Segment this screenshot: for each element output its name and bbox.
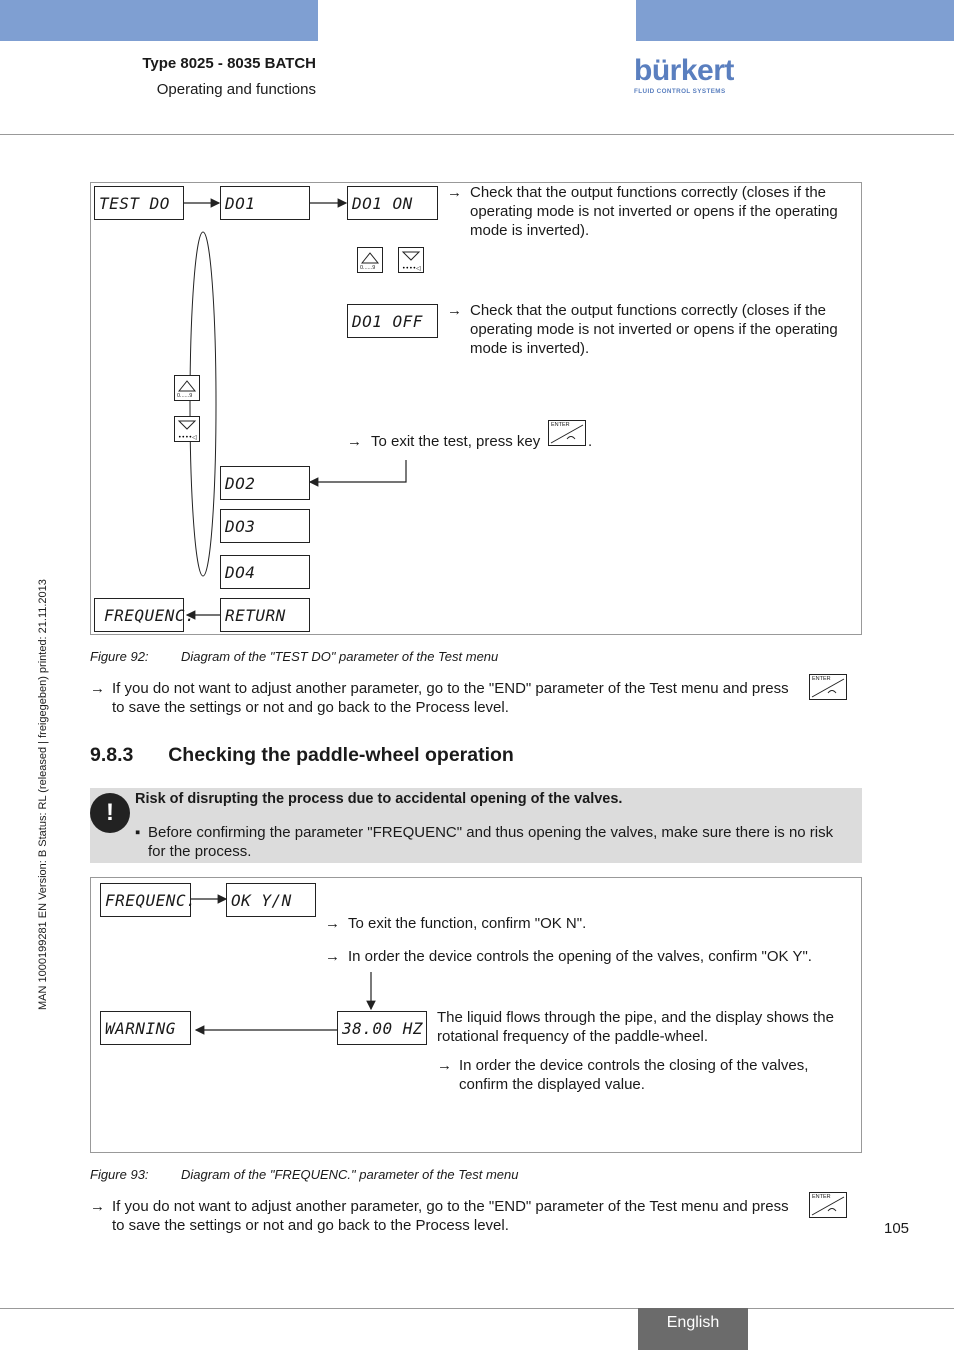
instruction1-line1: If you do not want to adjust another parameter, go to the "END" parameter of the Test menu and press: [112, 680, 789, 697]
doc-type-title: Type 8025 - 8035 BATCH: [142, 55, 316, 72]
display-ok-yn: OK Y/N: [226, 883, 316, 917]
logo-word: bürkert: [634, 54, 734, 87]
display-test-do: TEST DO: [94, 186, 184, 220]
up-arrow-key-icon: 0......9: [357, 247, 383, 273]
svg-text:••••◁: ••••◁: [402, 265, 421, 272]
instruction1-line2: to save the settings or not and go back to the Process level.: [112, 699, 509, 716]
display-do1-on: DO1 ON: [347, 186, 438, 220]
display-do3: DO3: [220, 509, 310, 543]
arrow-glyph-icon: →: [347, 433, 362, 450]
arrow-glyph-icon: →: [325, 915, 340, 932]
header-band-left: [0, 0, 318, 41]
note-liquid-flow: The liquid flows through the pipe, and the display shows the rotational frequency of the paddle-wheel.: [437, 1009, 834, 1045]
display-do2: DO2: [220, 466, 310, 500]
section-title: Checking the paddle-wheel operation: [168, 744, 514, 766]
arrow-glyph-icon: →: [325, 948, 340, 965]
enter-key-icon: ENTER: [548, 420, 586, 446]
arrow-glyph-icon: →: [437, 1057, 452, 1074]
section-heading: [90, 744, 514, 767]
right-arrow-key-icon: [398, 247, 424, 273]
arrow-glyph-icon: →: [90, 680, 105, 697]
header-band-right: [636, 0, 954, 41]
scroll-loop-ellipse: [190, 232, 216, 576]
arrow-glyph-icon: →: [90, 1198, 105, 1215]
display-warning: WARNING: [100, 1011, 191, 1045]
svg-text:••••◁: ••••◁: [178, 434, 197, 441]
arrow-glyph-icon: →: [447, 302, 462, 319]
up-arrow-key-icon-left: 0......9: [174, 375, 200, 401]
display-do1: DO1: [220, 186, 310, 220]
note-exit-test: To exit the test, press key: [371, 433, 541, 450]
header-rule: [0, 134, 954, 135]
footer-rule: [0, 1308, 954, 1309]
bullet-icon: ▪: [135, 824, 141, 841]
warning-title: Risk of disrupting the process due to accidental opening of the valves.: [135, 791, 623, 807]
side-document-info: MAN 1000199281 EN Version: B Status: RL (released | freigegeben) printed: 21.11.2013: [37, 579, 49, 1010]
display-freq-value: 38.00 HZ: [337, 1011, 427, 1045]
instruction2-line2: to save the settings or not and go back to the Process level.: [112, 1217, 509, 1234]
display-frequenc-93: FREQUENC.: [100, 883, 191, 917]
figure-92-caption: Diagram of the "TEST DO" parameter of the Test menu: [181, 649, 499, 664]
arrow-exit-to-do2: [310, 460, 406, 482]
figure-93-label: Figure 93:: [90, 1167, 149, 1182]
figure-92-label: Figure 92:: [90, 649, 149, 664]
right-arrow-key-icon-left: [174, 416, 200, 442]
burkert-logo: [634, 56, 734, 95]
display-return: RETURN: [220, 598, 310, 632]
section-number: 9.8.3: [90, 744, 134, 766]
figure-93-caption: Diagram of the "FREQUENC." parameter of the Test menu: [181, 1167, 519, 1182]
page-number: 105: [884, 1220, 910, 1237]
enter-key-icon: ENTER: [809, 674, 847, 700]
display-do1-off: DO1 OFF: [347, 304, 438, 338]
note-do1-on: Check that the output functions correctly (closes if the operating mode is not inverted or opens if the operating mode is inverted).: [470, 184, 838, 239]
exclamation-icon: !: [90, 793, 130, 833]
note-open-valves: In order the device controls the opening of the valves, confirm "OK Y".: [348, 948, 812, 965]
arrow-glyph-icon: →: [447, 184, 462, 201]
enter-key-icon: ENTER: [809, 1192, 847, 1218]
warning-bullet: Before confirming the parameter "FREQUENC" and thus opening the valves, make sure there is no risk for the process.: [148, 824, 834, 860]
note-do1-off: Check that the output functions correctly (closes if the operating mode is not inverted or opens if the operating mode is inverted).: [470, 302, 838, 357]
language-tab: English: [638, 1308, 748, 1350]
figure-92-connectors: [90, 182, 862, 635]
logo-tagline: FLUID CONTROL SYSTEMS: [634, 88, 726, 95]
note-exit-function: To exit the function, confirm "OK N".: [348, 915, 587, 932]
period: .: [588, 433, 593, 450]
note-close-valves: In order the device controls the closing of the valves, confirm the displayed value.: [459, 1057, 809, 1093]
display-do4: DO4: [220, 555, 310, 589]
display-frequenc: FREQUENC.: [94, 598, 184, 632]
section-subtitle: Operating and functions: [156, 81, 316, 98]
instruction2-line1: If you do not want to adjust another parameter, go to the "END" parameter of the Test menu and press: [112, 1198, 789, 1215]
